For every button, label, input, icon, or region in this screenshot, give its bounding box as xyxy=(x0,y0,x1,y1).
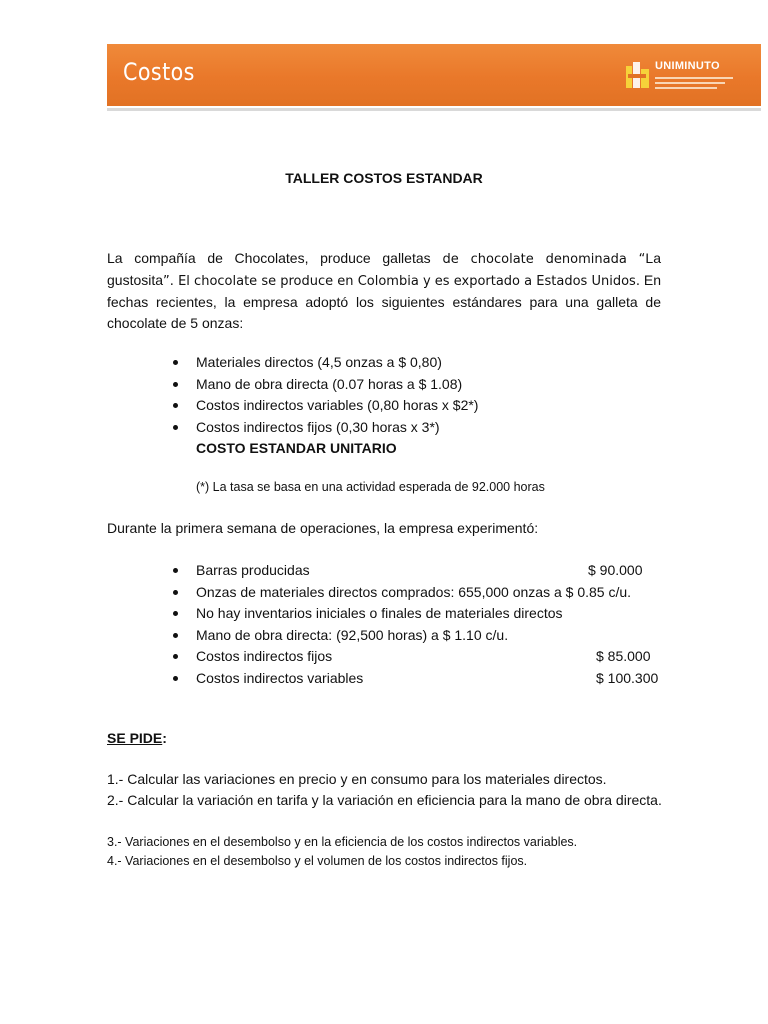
bullet-icon xyxy=(173,403,178,408)
intro-text-4: En fechas recientes, la empresa adoptó los siguientes estándares para una galleta de chocolate de 5 onzas: xyxy=(107,272,661,331)
operation-label: Barras producidas xyxy=(196,562,310,578)
bullet-icon xyxy=(173,568,178,573)
operation-label: Costos indirectos fijos xyxy=(196,648,333,664)
intro-paragraph xyxy=(107,248,661,334)
standard-text: Mano de obra directa (0.07 horas a $ 1.08) xyxy=(196,375,463,392)
uniminuto-logo-icon xyxy=(625,60,651,90)
operation-amount: $ 85.000 xyxy=(596,648,651,664)
list-item xyxy=(170,582,631,604)
list-item xyxy=(170,625,631,647)
standards-list xyxy=(170,352,478,438)
question-1: 1.- Calcular las variaciones en precio y en consumo para los materiales directos. xyxy=(107,771,607,787)
bullet-icon xyxy=(173,382,178,387)
operation-amount: $ 90.000 xyxy=(588,562,643,578)
bullet-icon xyxy=(173,611,178,616)
uniminuto-logo xyxy=(625,58,737,92)
logo-tagline-line xyxy=(655,77,733,79)
unit-cost-heading: COSTO ESTANDAR UNITARIO xyxy=(196,440,397,456)
operation-label: Mano de obra directa: (92,500 horas) a $ 1.10 c/u. xyxy=(196,626,509,643)
bullet-icon xyxy=(173,676,178,681)
question-3: 3.- Variaciones en el desembolso y en la eficiencia de los costos indirectos variables. xyxy=(107,835,578,849)
se-pide-colon: : xyxy=(162,730,167,746)
logo-tagline-line xyxy=(655,82,725,84)
bullet-icon xyxy=(173,633,178,638)
list-item xyxy=(170,352,478,374)
list-item xyxy=(170,395,478,417)
standard-text: Materiales directos (4,5 onzas a $ 0,80) xyxy=(196,354,442,370)
intro-text-3: ”. El chocolate se produce en Colombia y es exportado a Estados Unidos. xyxy=(163,274,640,289)
logo-tagline-line xyxy=(655,87,717,89)
list-item xyxy=(170,646,651,668)
intro-text-2: de chocolate denominada “ xyxy=(430,252,646,267)
bullet-icon xyxy=(173,360,178,365)
logo-wordmark: UNIMINUTO xyxy=(655,60,720,72)
list-item xyxy=(170,374,478,396)
header-divider xyxy=(107,108,761,111)
rate-footnote: (*) La tasa se basa en una actividad esperada de 92.000 horas xyxy=(196,480,545,494)
list-item xyxy=(170,417,478,439)
question-2: 2.- Calcular la variación en tarifa y la variación en eficiencia para la mano de obra directa. xyxy=(107,792,662,808)
operation-label: Costos indirectos variables xyxy=(196,669,364,686)
bullet-icon xyxy=(173,425,178,430)
document-title: TALLER COSTOS ESTANDAR xyxy=(285,170,483,186)
operations-list xyxy=(170,560,659,689)
banner-title: Costos xyxy=(123,58,195,86)
bullet-icon xyxy=(173,654,178,659)
operation-label: No hay inventarios iniciales o finales de materiales directos xyxy=(196,605,563,621)
se-pide-label: SE PIDE xyxy=(107,730,163,746)
intro-company-name: La gustosita xyxy=(107,250,661,288)
operations-intro: Durante la primera semana de operaciones, la empresa experimentó: xyxy=(107,520,539,536)
se-pide-heading xyxy=(107,730,167,746)
operation-label: Onzas de materiales directos comprados: 655,000 onzas a $ 0.85 c/u. xyxy=(196,583,632,600)
list-item xyxy=(170,668,659,690)
header-banner xyxy=(107,44,761,106)
operation-amount: $ 100.300 xyxy=(596,669,659,686)
standard-text: Costos indirectos fijos (0,30 horas x 3*) xyxy=(196,418,440,435)
question-4: 4.- Variaciones en el desembolso y el volumen de los costos indirectos fijos. xyxy=(107,854,528,868)
list-item xyxy=(170,560,643,582)
bullet-icon xyxy=(173,590,178,595)
intro-text-1: La compañía de Chocolates, produce galletas xyxy=(107,250,431,266)
list-item xyxy=(170,603,631,625)
standard-text: Costos indirectos variables (0,80 horas x $2*) xyxy=(196,397,479,413)
